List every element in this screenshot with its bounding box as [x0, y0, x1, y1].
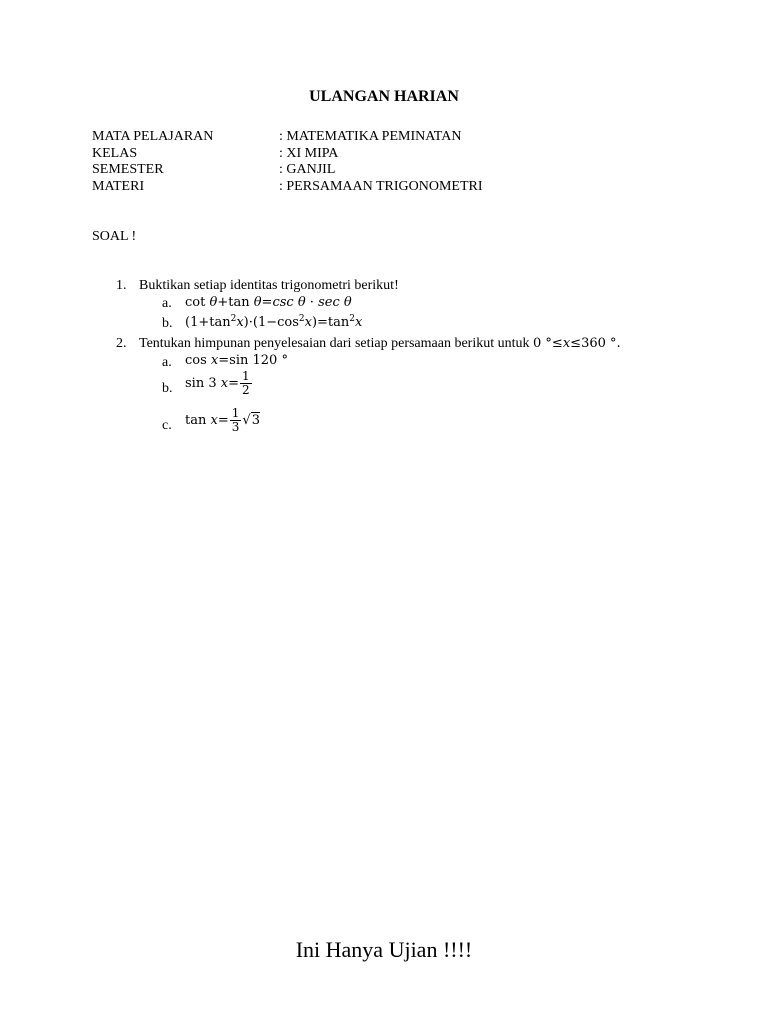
question-number: 1. — [116, 278, 127, 293]
item-letter: b. — [162, 316, 173, 331]
sqrt-sign: √ — [242, 413, 251, 428]
soal-heading: SOAL ! — [92, 229, 137, 244]
item-letter: a. — [162, 296, 172, 311]
equation-2a: cos x=sin 120 ° — [185, 353, 288, 368]
info-row-semester — [92, 162, 483, 179]
item-letter: a. — [162, 355, 172, 370]
fraction: $\frac{1}{2}$ — [242, 369, 250, 397]
item-letter: c. — [162, 418, 172, 433]
equation-2c: tan x= $\frac{1}{3}$ √3 — [185, 406, 260, 434]
fraction: $\frac{1}{3}$ — [231, 406, 240, 434]
exam-info — [92, 129, 483, 195]
question-number: 2. — [116, 336, 127, 351]
info-row-class — [92, 146, 483, 163]
info-row-topic — [92, 179, 483, 196]
page-title: ULANGAN HARIAN — [309, 88, 459, 105]
info-value: : XI MIPA — [279, 145, 339, 161]
info-key: MATA PELAJARAN — [92, 129, 214, 144]
footer-note: Ini Hanya Ujian !!!! — [295, 937, 473, 962]
item-letter: b. — [162, 381, 173, 396]
info-row-subject — [92, 129, 483, 146]
identity-1b: $(1+\tan^2x)\cdot(1-\cos^2x)=\tan^2x$ — [185, 314, 363, 330]
info-key: SEMESTER — [92, 162, 164, 177]
sqrt-radicand: 3 — [251, 413, 260, 428]
info-value: : GANJIL — [279, 162, 336, 177]
info-key: KELAS — [92, 145, 138, 161]
info-value: : PERSAMAAN TRIGONOMETRI — [279, 178, 483, 194]
info-key: MATERI — [92, 178, 145, 194]
equation-2b: sin 3 x= $\frac{1}{2}$ — [185, 369, 250, 397]
identity-1a: cot θ+tan θ=csc θ · sec θ — [185, 295, 352, 310]
question-text: Tentukan himpunan penyelesaian dari setiap persamaan berikut untuk 0 °≤x≤360 °. — [139, 336, 621, 351]
info-value: : MATEMATIKA PEMINATAN — [279, 129, 462, 144]
question-text: Buktikan setiap identitas trigonometri berikut! — [139, 278, 399, 293]
